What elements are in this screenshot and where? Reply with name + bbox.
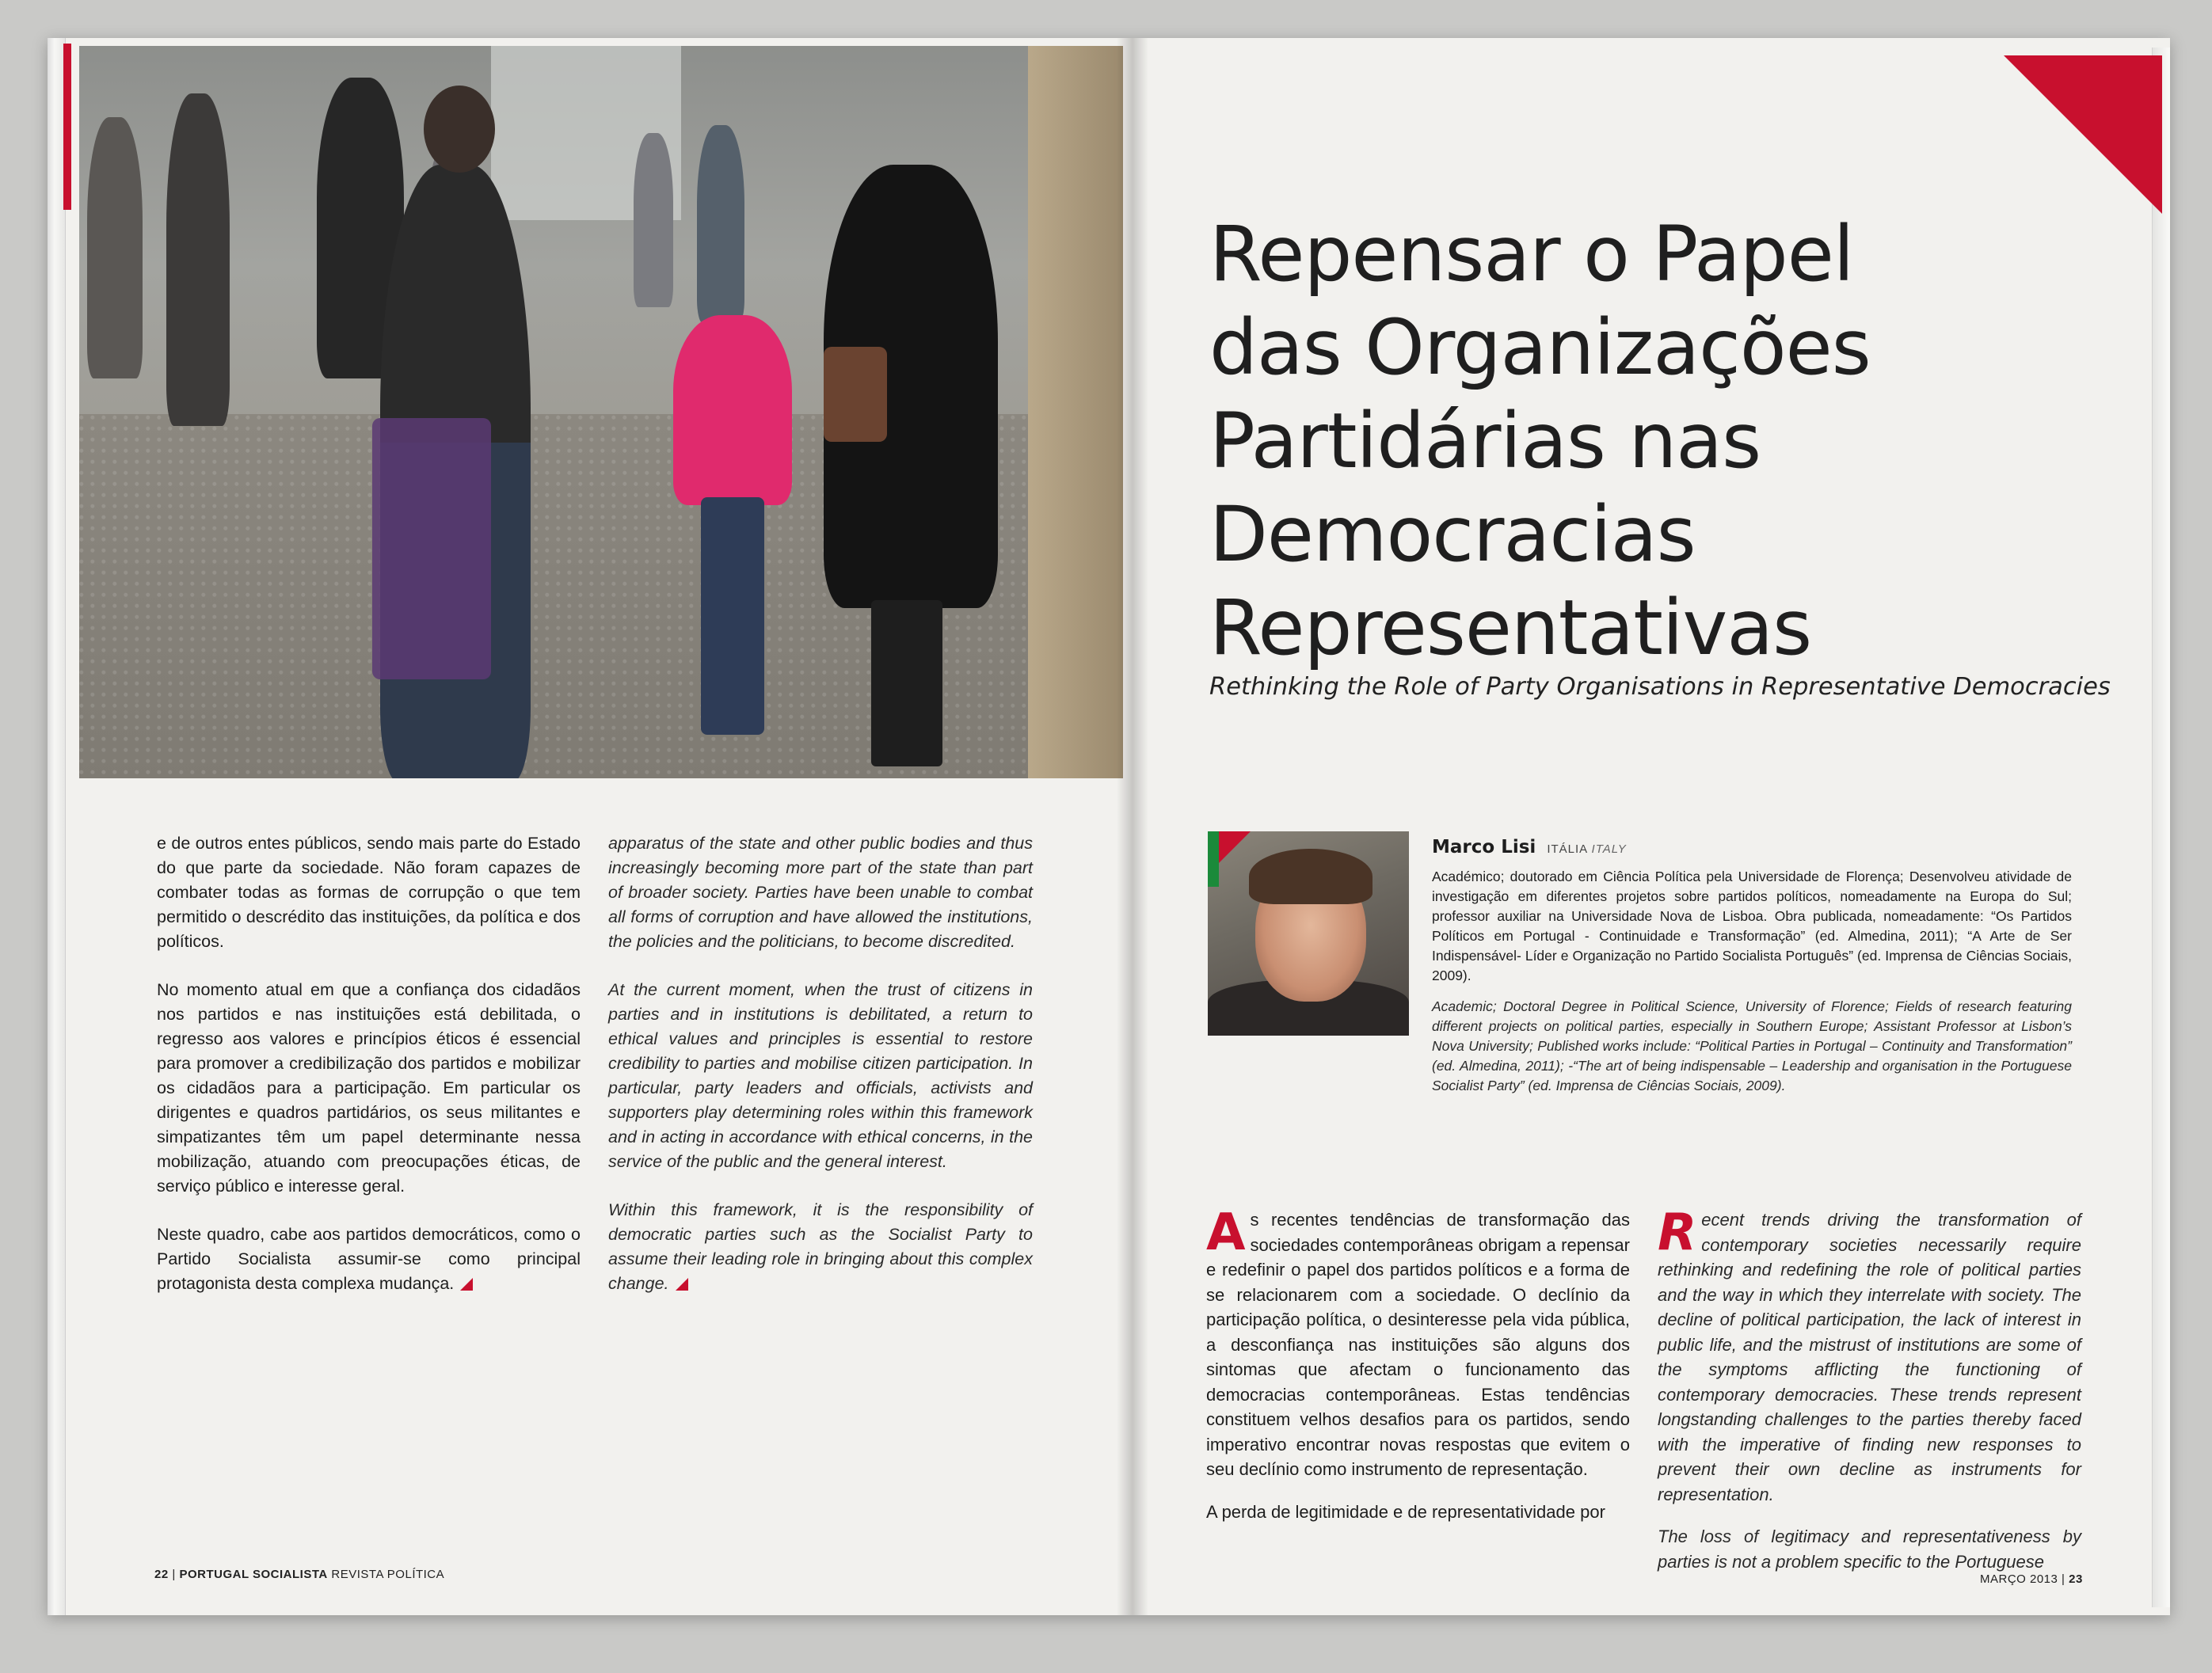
- photo-person-background: [166, 93, 230, 426]
- end-mark-icon: [460, 1278, 473, 1291]
- left-en-column: [608, 831, 1033, 1320]
- author-country-en: ITALY: [1591, 842, 1627, 856]
- dropcap-pt: A: [1206, 1203, 1246, 1262]
- author-name: Marco Lisi: [1432, 837, 1536, 857]
- author-bio-pt: Académico; doutorado em Ciência Política pela Universidade de Florença; Desenvolveu atividade de investigação em diferentes projetos sobre partidos políticos, nomeadamente na Europa do Sul; professor auxiliar na Universidade Nova de Lisboa. Obra publicada, nomeadamente: “Os Partidos Políticos em Portugal - Continuidade e Transformação” (ed. Almedina, 2011); “A Arte de Ser Indispensável- Líder e Organização no Partido Socialista Português” (ed. Imprensa de Ciências Sociais, 2009).: [1432, 869, 2072, 983]
- article-en-column: [1658, 1203, 2081, 1591]
- article-subtitle: Rethinking the Role of Party Organisations in Representative Democracies: [1209, 673, 2111, 701]
- title-line: Repensar o Papel: [1209, 210, 1854, 298]
- right-folio-separator: |: [2062, 1572, 2065, 1586]
- left-pt-paragraph-3-text: Neste quadro, cabe aos partidos democráticos, como o Partido Socialista assumir-se como principal protagonista desta complexa mudança.: [157, 1225, 581, 1293]
- right-folio: [1980, 1572, 2083, 1586]
- author-bio-en: Academic; Doctoral Degree in Political Science, University of Florence; Fields of research featuring different projects on political parties, especially in Southern Europe; Assistant Professor at Lisbon’s Nova University; Published works include: “Political Parties in Portugal – Continuity and Transformation” (ed. Almedina, 2011); -“The art of being indispensable – Leadership and organisation in the Portuguese Socialist Party” (ed. Imprensa de Ciências Sociais, 2009).: [1432, 998, 2072, 1093]
- photo-child-pink-hoodie: [673, 315, 792, 505]
- photo-person-background: [87, 117, 143, 378]
- author-bio: [1432, 838, 2072, 1096]
- red-corner-triangle: [2004, 55, 2162, 214]
- photo-handbag: [824, 347, 887, 442]
- left-pt-column: [157, 831, 581, 1320]
- article-title: [1209, 207, 2001, 675]
- spread-gutter: [1117, 38, 1148, 1615]
- publication-name: PORTUGAL SOCIALISTA: [179, 1568, 328, 1581]
- title-line: Democracias: [1209, 490, 1696, 579]
- article-en-paragraph-1: [1658, 1203, 2081, 1507]
- photo-woman-legs: [871, 600, 942, 766]
- left-en-paragraph-2: At the current moment, when the trust of citizens in parties and in institutions is debilitated, a return to ethical values and principles is essential to restore credibility to parties and mobilise citizen participation. In particular, party leaders and officials, activists and supporters play determining roles within this framework and in acting in accordance with ethical concerns, in the service of the public and the general interest.: [608, 980, 1033, 1171]
- street-photo: [79, 46, 1123, 778]
- left-page-edge: [48, 38, 66, 1615]
- photo-child-jeans: [701, 497, 764, 735]
- left-pt-paragraph-1: e de outros entes públicos, sendo mais parte do Estado do que parte da sociedade. Não foram capazes de combater todas as formas de corrupção o que tem permitido o descrédito das instituições, da política e dos políticos.: [157, 834, 581, 951]
- left-pt-paragraph-2: No momento atual em que a confiança dos cidadãos nos partidos e nas instituições está debilitada, o regresso aos valores e princípios éticos é essencial para promover a credibilização dos partidos e mobilizar os cidadãos para a participação. Em particular os dirigentes e quadros partidários, os seus militantes e simpatizantes têm um papel determinante nessa mobilização, atuando com preocupações éticas, de serviço público e interesse geral.: [157, 980, 581, 1196]
- left-red-edge: [63, 44, 71, 210]
- author-photo-hair: [1249, 849, 1373, 904]
- end-mark-icon: [676, 1278, 688, 1291]
- publication-section: REVISTA POLÍTICA: [331, 1568, 445, 1581]
- right-page-edge: [2152, 48, 2170, 1607]
- right-page-number: 23: [2069, 1572, 2083, 1586]
- dropcap-en: R: [1658, 1203, 1697, 1262]
- title-line: Representativas: [1209, 584, 1812, 672]
- article-pt-paragraph-1-text: s recentes tendências de transformação das sociedades contemporâneas obrigam a repensar e redefinir o papel dos partidos políticos e a forma de se relacionarem com a sociedade. O declínio da participação política, o desinteresse pela vida pública, a desconfiança nas instituições são alguns dos sintomas que afectam o funcionamento das democracias contemporâneas. Estas tendências constituem velhos desafios para os partidos, sendo imperativo encontrar novas respostas que evitem o seu declínio como instrumento de representação.: [1206, 1210, 1630, 1479]
- issue-date: MARÇO 2013: [1980, 1572, 2058, 1586]
- left-en-paragraph-3: [608, 1198, 1033, 1296]
- article-en-paragraph-1-text: ecent trends driving the transformation of contemporary societies necessarily require rethinking and redefining the role of political parties and the way in which they interrelate with society. The decline of political participation, the lack of interest in public life, and the mistrust of institutions are some of the symptoms afflicting the functioning of contemporary democracies. These trends represent longstanding challenges to the parties thereby faced with the imperative of finding new responses to prevent their own decline as instruments for representation.: [1658, 1210, 2081, 1504]
- left-en-paragraph-3-text: Within this framework, it is the responsibility of democratic parties such as the Socialist Party to assume their leading role in bringing about this complex change.: [608, 1200, 1033, 1293]
- article-pt-paragraph-1: [1206, 1203, 1630, 1482]
- photo-man-head: [424, 86, 495, 173]
- flag-red-triangle: [1219, 831, 1251, 863]
- author-country-pt: ITÁLIA: [1547, 842, 1588, 856]
- photo-stroller: [372, 418, 491, 679]
- flag-green-stripe: [1208, 831, 1219, 887]
- left-en-paragraph-1: apparatus of the state and other public bodies and thus increasingly becoming more part of the state than part of broader society. Parties have been unable to combat all forms of corruption and have allowed the institutions, the policies and the politicians, to become discredited.: [608, 834, 1033, 951]
- left-pt-paragraph-3: [157, 1222, 581, 1296]
- photo-person-background: [697, 125, 744, 323]
- left-page-number: 22: [154, 1568, 169, 1581]
- title-line: das Organizações: [1209, 303, 1871, 392]
- author-name-line: [1432, 838, 2072, 859]
- title-line: Partidárias nas: [1209, 397, 1761, 485]
- left-folio-separator: |: [172, 1568, 176, 1581]
- article-en-paragraph-2: The loss of legitimacy and representativeness by parties is not a problem specific to the Portuguese: [1658, 1527, 2081, 1572]
- photo-wall: [1028, 46, 1123, 778]
- author-country: [1547, 842, 1626, 856]
- photo-person-background: [634, 133, 673, 307]
- article-pt-column: [1206, 1203, 1630, 1542]
- article-pt-paragraph-2: A perda de legitimidade e de representatividade por: [1206, 1501, 1605, 1522]
- left-folio: [154, 1568, 444, 1581]
